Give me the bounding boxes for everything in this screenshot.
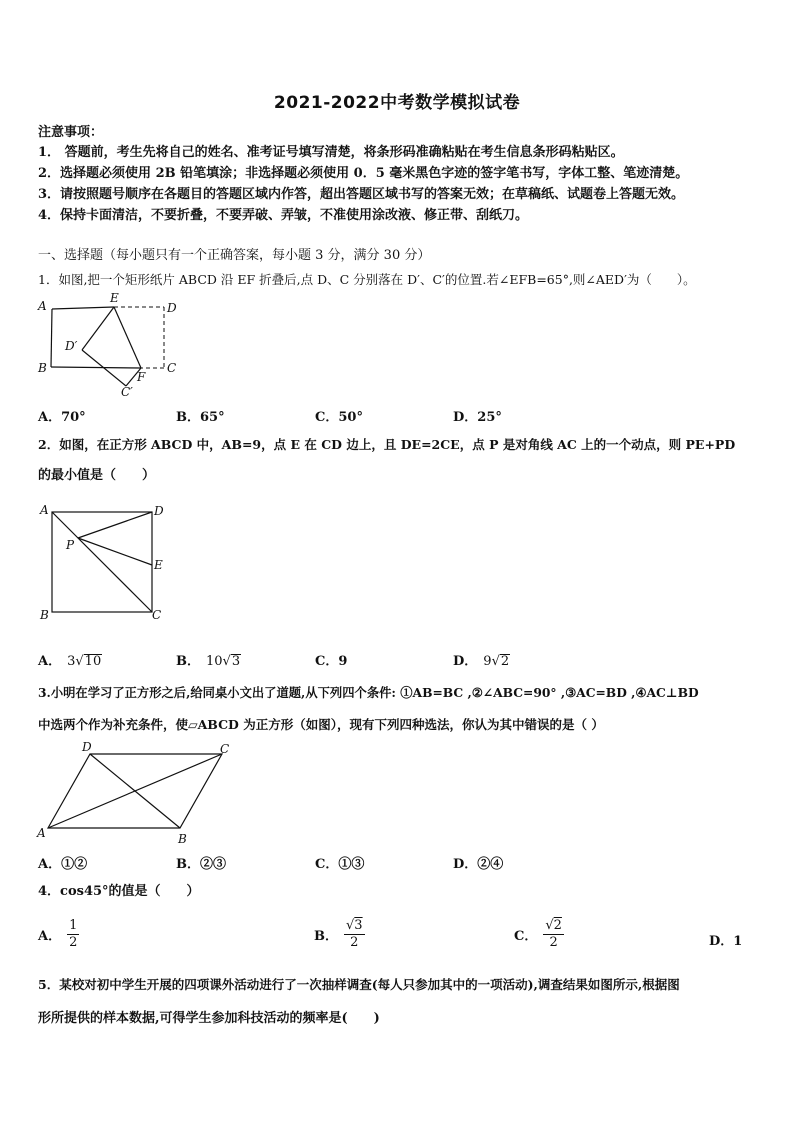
q4-option-b[interactable]: B． $\frac{√3}{2}$ <box>314 918 363 950</box>
q2-text-line2: 的最小值是（ ） <box>38 468 156 483</box>
q1-label-f: F <box>137 370 146 384</box>
q4-text: 4．cos45°的值是（ ） <box>38 884 200 899</box>
q2-label-a: A <box>40 503 49 517</box>
q1-figure <box>30 288 190 400</box>
q2-label-b: B <box>40 608 49 622</box>
q5-text-line1: 5．某校对初中学生开展的四项课外活动进行了一次抽样调查(每人只参加其中的一项活动),调查结果如图所示,根据图 <box>38 977 680 992</box>
q2-label-p: P <box>66 538 75 552</box>
q4-option-a[interactable]: A． $\frac{1}{2}$ <box>38 918 78 950</box>
q3-option-d[interactable]: D．②④ <box>453 857 504 872</box>
q1-option-b[interactable]: B．65° <box>176 410 225 425</box>
q4-options <box>38 918 758 960</box>
q3-figure <box>30 738 240 850</box>
q1-label-c-prime: C′ <box>121 385 133 399</box>
q3-text-line1: 3.小明在学习了正方形之后,给同桌小文出了道题,从下列四个条件: ①AB=BC ,②∠ABC=90° ,③AC=BD ,④AC⊥BD <box>38 685 699 700</box>
q3-label-b: B <box>178 832 187 846</box>
notice-heading: 注意事项： <box>38 125 104 140</box>
notice-item-3: 3．请按照题号顺序在各题目的答题区域内作答，超出答题区域书写的答案无效；在草稿纸、试题卷上答题无效。 <box>38 187 685 202</box>
exam-title: 2021-2022中考数学模拟试卷 <box>273 93 521 113</box>
q1-option-c[interactable]: C．50° <box>315 410 363 425</box>
q2-option-d[interactable]: D． 9√2 <box>453 654 510 669</box>
notice-item-1: 1． 答题前，考生先将自己的姓名、准考证号填写清楚，将条形码准确粘贴在考生信息条形码粘贴区。 <box>38 145 624 160</box>
q1-option-a[interactable]: A．70° <box>38 410 86 425</box>
q3-label-c: C <box>220 742 230 756</box>
q3-option-c[interactable]: C．①③ <box>315 857 365 872</box>
q2-text-line1: 2．如图，在正方形 ABCD 中，AB=9，点 E 在 CD 边上，且 DE=2CE，点 P 是对角线 AC 上的一个动点，则 PE+PD <box>38 437 736 452</box>
q3-label-a: A <box>37 826 46 840</box>
q2-option-a[interactable]: A． 3√10 <box>38 654 102 669</box>
q4-option-c[interactable]: C． $\frac{√2}{2}$ <box>514 918 562 950</box>
q1-label-d: D <box>167 301 177 315</box>
q5-text-line2: 形所提供的样本数据,可得学生参加科技活动的频率是( ) <box>38 1011 380 1026</box>
q1-label-d-prime: D′ <box>65 339 78 353</box>
q3-option-b[interactable]: B．②③ <box>176 857 226 872</box>
q2-label-c: C <box>152 608 162 622</box>
q3-option-a[interactable]: A．①② <box>38 857 88 872</box>
q1-option-d[interactable]: D．25° <box>453 410 502 425</box>
section-heading: 一、选择题（每小题只有一个正确答案，每小题 3 分，满分 30 分） <box>38 248 431 263</box>
q2-figure <box>30 498 180 626</box>
q2-label-d: D <box>154 504 164 518</box>
q1-label-e: E <box>110 291 119 305</box>
q1-text: 1．如图,把一个矩形纸片 ABCD 沿 EF 折叠后,点 D、C 分别落在 D′、C′的位置.若∠EFB=65°,则∠AED′为（ ）。 <box>38 272 696 287</box>
q1-label-a: A <box>38 299 47 313</box>
q2-option-b[interactable]: B． 10√3 <box>176 654 241 669</box>
q2-option-c[interactable]: C．9 <box>315 654 348 669</box>
q4-option-d[interactable]: D．1 <box>709 934 743 949</box>
q2-label-e: E <box>154 558 163 572</box>
q1-label-b: B <box>38 361 47 375</box>
q3-label-d: D <box>82 740 92 754</box>
notice-item-2: 2．选择题必须使用 2B 铅笔填涂；非选择题必须使用 0．5 毫米黑色字迹的签字笔书写，字体工整、笔迹清楚。 <box>38 166 689 181</box>
notice-item-4: 4．保持卡面清洁，不要折叠，不要弄破、弄皱，不准使用涂改液、修正带、刮纸刀。 <box>38 208 529 223</box>
q1-label-c: C <box>167 361 177 375</box>
q3-text-line2: 中选两个作为补充条件，使▱ABCD 为正方形（如图），现有下列四种选法，你认为其中错误的是（ ） <box>38 717 604 732</box>
